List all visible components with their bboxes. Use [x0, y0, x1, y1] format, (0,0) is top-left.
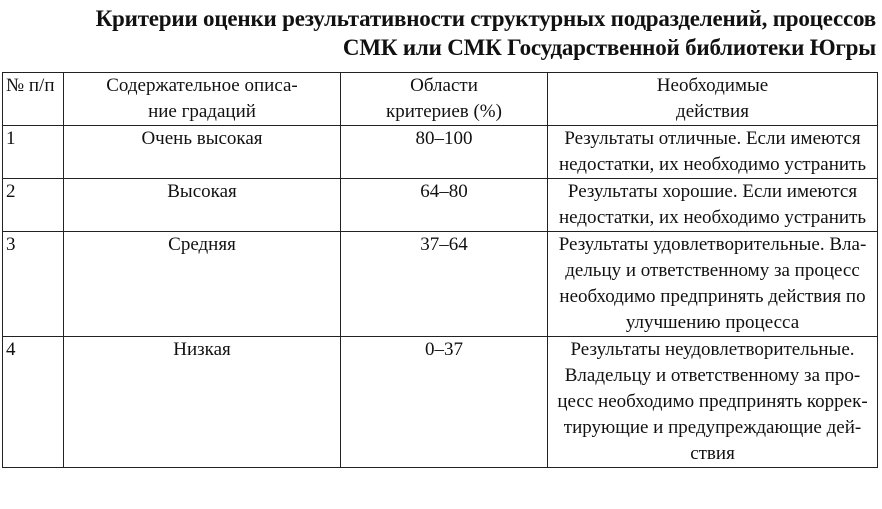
- header-description-line-2: ние градаций: [148, 101, 256, 122]
- action-line: недостатки, их необходимо устранить: [558, 154, 867, 175]
- action-line: Владельцу и ответственному за про-: [564, 365, 861, 386]
- action-line: необходимо предпринять действия по: [559, 286, 866, 307]
- row-actions: [548, 337, 878, 468]
- action-line: дельцу и ответственному за процесс: [565, 260, 860, 281]
- action-line: Результаты хорошие. Если имеются: [567, 181, 858, 202]
- title-line-1: Критерии оценки результативности структурных подразделений, процессов: [95, 6, 876, 31]
- row-num: 1: [3, 126, 64, 179]
- document-title: [16, 4, 876, 62]
- row-description: Очень высокая: [64, 126, 341, 179]
- row-range: 64–80: [341, 179, 548, 232]
- table-row: [3, 337, 878, 468]
- header-range-line-1: Области: [410, 75, 478, 96]
- row-actions: [548, 179, 878, 232]
- header-description-line-1: Содержательное описа-: [106, 75, 298, 96]
- header-actions-line-1: Необходимые: [656, 75, 769, 96]
- header-range: [341, 73, 548, 126]
- row-description: Средняя: [64, 232, 341, 337]
- row-range: 80–100: [341, 126, 548, 179]
- table-row: [3, 179, 878, 232]
- criteria-table: [2, 72, 878, 468]
- table-row: [3, 232, 878, 337]
- row-num: 2: [3, 179, 64, 232]
- header-description: [64, 73, 341, 126]
- row-description: Низкая: [64, 337, 341, 468]
- row-description: Высокая: [64, 179, 341, 232]
- row-actions: [548, 126, 878, 179]
- table-row: [3, 126, 878, 179]
- row-num: 3: [3, 232, 64, 337]
- header-range-line-2: критериев (%): [386, 101, 502, 122]
- title-line-2: СМК или СМК Государственной библиотеки Югры: [342, 35, 876, 60]
- row-range: 0–37: [341, 337, 548, 468]
- header-actions: [548, 73, 878, 126]
- header-num: № п/п: [3, 73, 64, 126]
- action-line: Результаты отличные. Если имеются: [564, 128, 861, 149]
- action-line: улучшению процесса: [625, 312, 800, 333]
- action-line: цесс необходимо предпринять коррек-: [557, 391, 868, 412]
- row-num: 4: [3, 337, 64, 468]
- action-line: тирующие и предупреждающие дей-: [563, 417, 862, 438]
- row-range: 37–64: [341, 232, 548, 337]
- row-actions: [548, 232, 878, 337]
- header-row: [3, 73, 878, 126]
- action-line: Результаты неудовлетворительные.: [570, 339, 855, 360]
- action-line: Результаты удовлетворительные. Вла-: [558, 234, 867, 255]
- action-line: ствия: [690, 443, 735, 464]
- header-actions-line-2: действия: [676, 101, 749, 122]
- action-line: недостатки, их необходимо устранить: [558, 207, 867, 228]
